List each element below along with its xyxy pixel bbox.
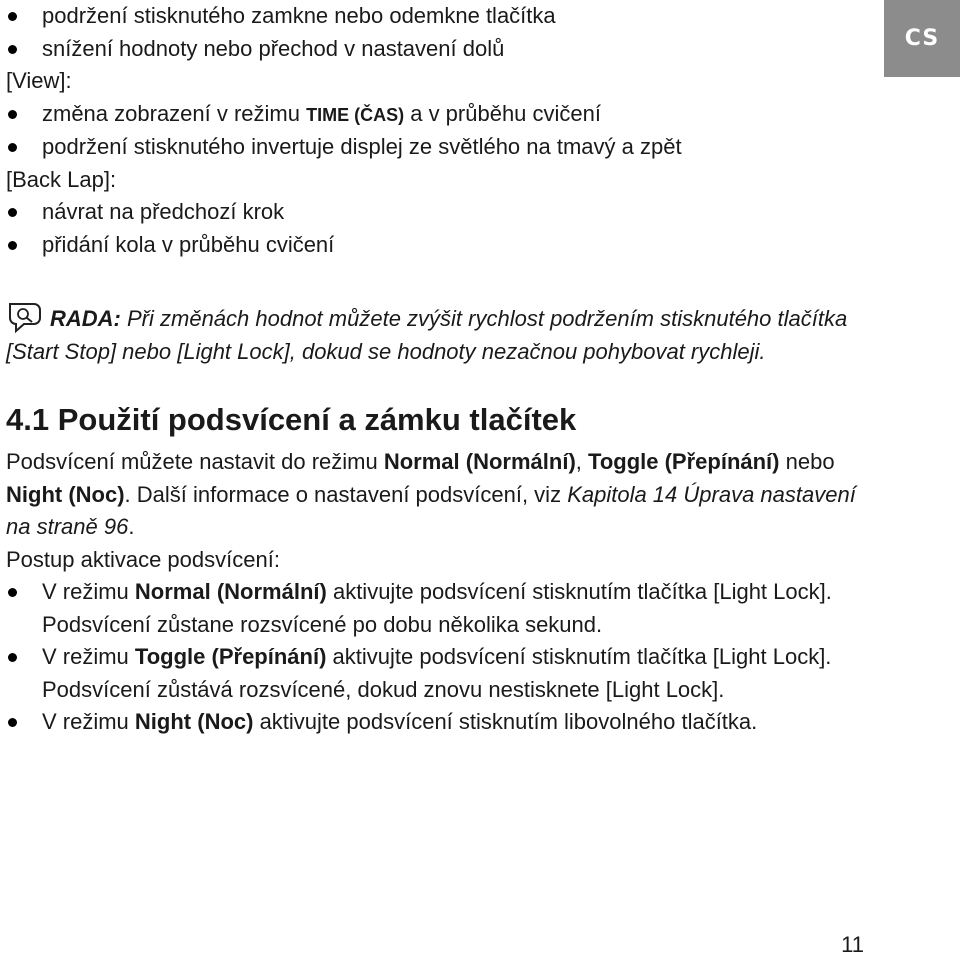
text-run: , [575,449,589,474]
mode-name: Toggle (Přepínání) [134,644,327,669]
list-item: snížení hodnoty nebo přechod v nastavení dolů [6,33,876,66]
page-number: 11 [841,932,864,957]
cross-reference: Kapitola 14 Úprava nastavení na straně 96 [6,481,856,539]
section-intro [6,446,876,544]
backlap-button-list [6,196,876,261]
text-run: . [128,514,135,539]
text-run: aktivujte podsvícení stisknutím tlačítka [Light Lock]. Podsvícení zůstane rozsvícené po dobu několika sekund. [42,579,832,637]
text-run: V režimu [42,579,135,604]
view-button-heading: [View]: [6,68,72,93]
text-run: nebo [779,449,835,474]
language-tab: CS [884,0,960,77]
text-run: V režimu [42,709,135,734]
text-run: a v průběhu cvičení [404,100,602,126]
mode-name: Night (Noc) [134,709,254,734]
top-bullet-list [6,0,876,65]
tip-note [6,300,876,368]
text-run: V režimu [42,644,135,669]
magnifier-tip-icon [6,300,44,334]
document-body [6,0,876,739]
text-run: aktivujte podsvícení stisknutím tlačítka [Light Lock]. Podsvícení zůstává rozsvícené, dokud znovu nestisknete [Light Lock]. [42,644,832,702]
list-item: návrat na předchozí krok [6,196,876,229]
text-run: aktivujte podsvícení stisknutím libovolného tlačítka. [253,709,758,734]
mode-name: Normal (Normální) [383,449,576,474]
procedure-steps [6,576,876,739]
list-item [6,576,876,641]
tip-text: Při změnách hodnot můžete zvýšit rychlost podržením stisknutého tlačítka [Start Stop] nebo [Light Lock], dokud se hodnoty nezačnou pohybovat rychleji. [6,306,848,364]
section-title: 4.1 Použití podsvícení a zámku tlačítek [6,402,577,437]
list-item: podržení stisknutého invertuje displej ze světlého na tmavý a zpět [6,131,876,164]
text-run: Podsvícení můžete nastavit do režimu [6,449,384,474]
backlap-button-heading: [Back Lap]: [6,166,117,192]
mode-name: Normal (Normální) [134,579,327,604]
mode-name: Night (Noc) [6,481,125,507]
list-item [6,98,876,132]
mode-name: Toggle (Přepínání) [588,449,780,474]
view-button-list [6,98,876,164]
list-item: podržení stisknutého zamkne nebo odemkne tlačítka [6,0,876,33]
procedure-heading: Postup aktivace podsvícení: [6,546,280,572]
list-item: přidání kola v průběhu cvičení [6,229,876,262]
list-item [6,706,876,739]
tip-label: RADA: [50,306,121,331]
list-item [6,641,876,706]
text-run: změna zobrazení v režimu [42,100,307,126]
text-run: . Další informace o nastavení podsvícení, viz [124,481,568,507]
mode-name: TIME (ČAS) [306,104,405,125]
